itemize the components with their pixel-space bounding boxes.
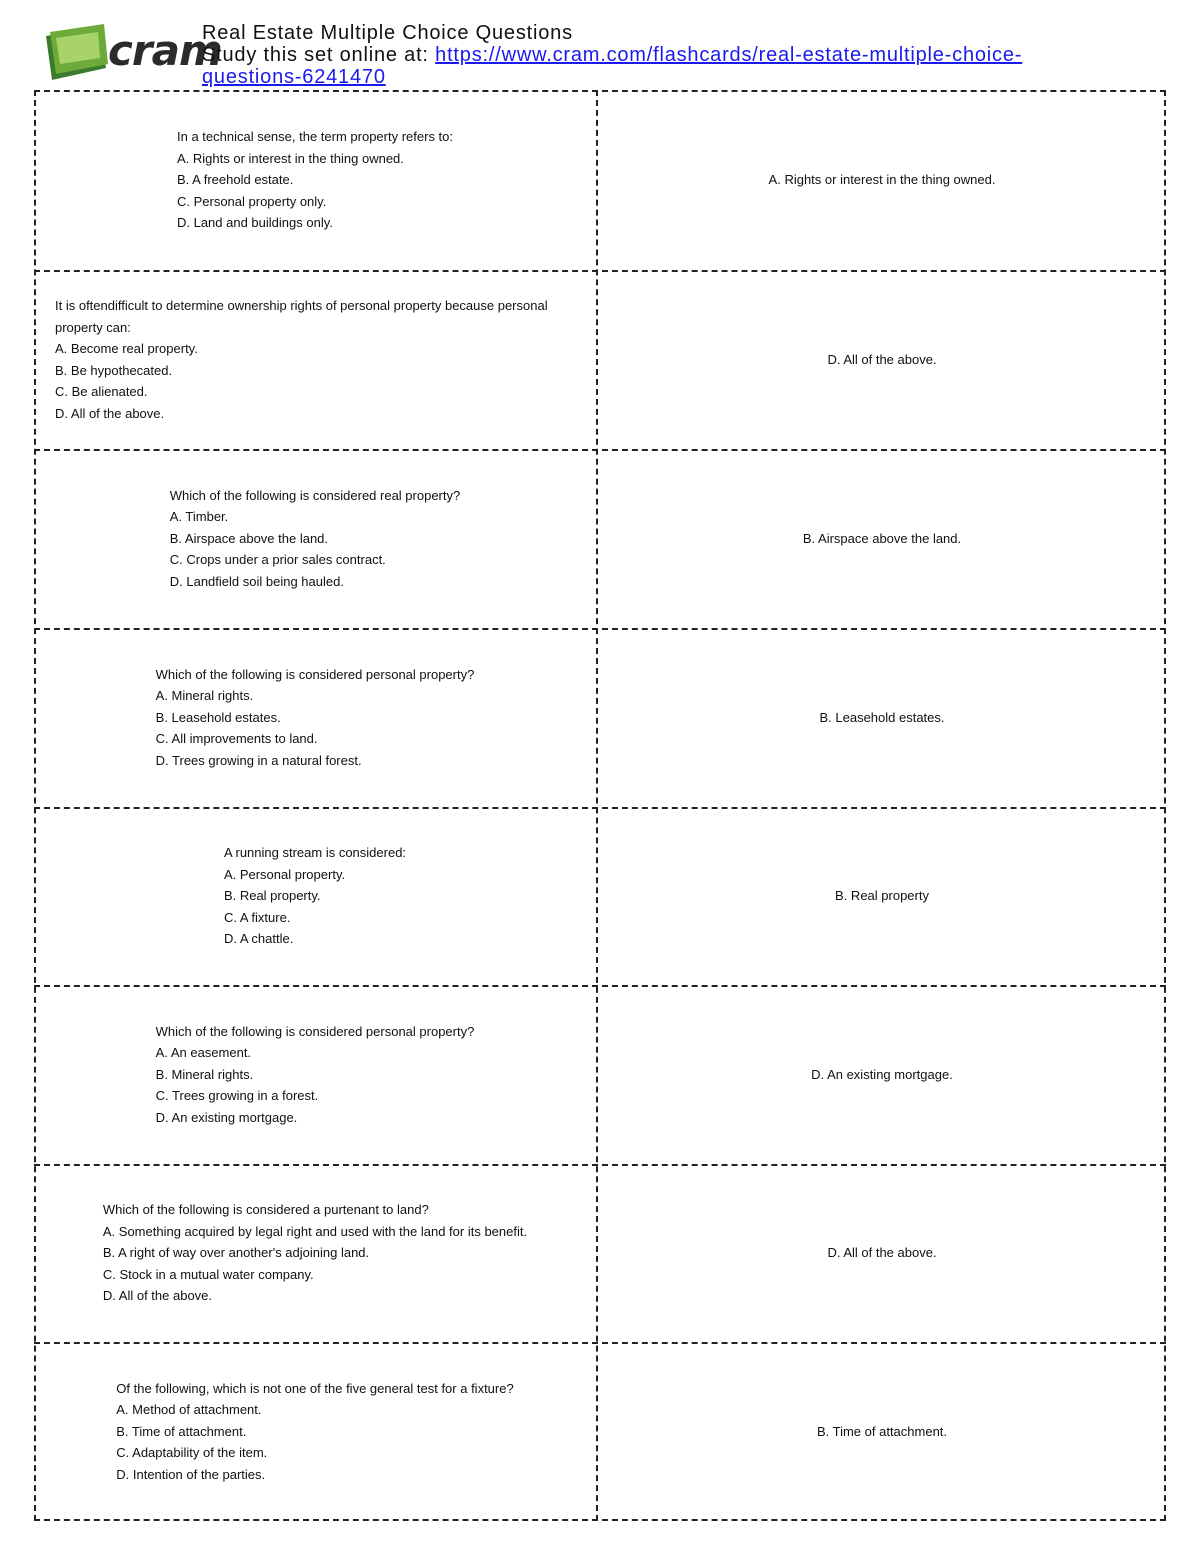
answer-text: B. Airspace above the land.	[802, 530, 962, 546]
question-text: Of the following, which is not one of the five general test for a fixture?	[116, 1380, 514, 1396]
option-a: A. Something acquired by legal right and used with the land for its benefit.	[102, 1223, 528, 1239]
answer-cell	[598, 807, 1166, 985]
question-block	[55, 295, 575, 424]
answer-text: D. An existing mortgage.	[811, 1066, 953, 1082]
answer-cell	[598, 270, 1166, 449]
option-b: B. Real property.	[223, 888, 321, 904]
question-cell	[34, 270, 596, 449]
option-d: D. Intention of the parties.	[116, 1466, 266, 1482]
option-d: D. Landfield soil being hauled.	[169, 573, 344, 589]
question-cell	[34, 1164, 596, 1342]
option-a: A. Rights or interest in the thing owned.	[176, 150, 404, 166]
option-c: C. A fixture.	[223, 909, 291, 925]
option-b: B. A right of way over another's adjoining land.	[102, 1245, 370, 1261]
option-c: C. Crops under a prior sales contract.	[169, 552, 386, 568]
question-text: Which of the following is considered personal property?	[155, 1023, 475, 1039]
question-cell	[34, 90, 596, 270]
option-c: C. All improvements to land.	[155, 731, 318, 747]
option-b: B. Airspace above the land.	[169, 530, 329, 546]
question-text: It is oftendifficult to determine ownership rights of personal property because personal property can:	[55, 298, 548, 335]
question-cell	[34, 449, 596, 628]
study-online-line	[202, 44, 1102, 88]
option-a: A. Become real property.	[55, 341, 198, 356]
option-d: D. All of the above.	[55, 405, 165, 421]
option-d: D. A chattle.	[223, 931, 294, 947]
question-text: Which of the following is considered personal property?	[155, 666, 475, 682]
answer-cell	[598, 449, 1166, 628]
option-d: D. Trees growing in a natural forest.	[155, 752, 362, 768]
page-title: Real Estate Multiple Choice Questions	[202, 22, 573, 44]
option-c: C. Adaptability of the item.	[116, 1445, 268, 1461]
question-cell	[34, 807, 596, 985]
study-prefix: Study this set online at:	[202, 44, 436, 66]
option-a: A. An easement.	[155, 1045, 252, 1061]
question-text: A running stream is considered:	[223, 845, 407, 861]
option-a: A. Method of attachment.	[116, 1402, 262, 1418]
question-block	[116, 1378, 513, 1486]
answer-text: B. Leasehold estates.	[819, 709, 945, 725]
option-c: C. Trees growing in a forest.	[155, 1088, 319, 1104]
flashcard-grid	[34, 90, 1166, 1521]
option-a: A. Timber.	[169, 509, 229, 525]
question-block	[103, 1199, 527, 1307]
study-set-link[interactable]: https://www.cram.com/flashcards/real-estate-multiple-choice-questions-6241470	[202, 44, 1023, 88]
option-b: B. A freehold estate.	[176, 172, 294, 188]
option-c: C. Be alienated.	[55, 384, 148, 399]
answer-cell	[598, 90, 1166, 270]
question-cell	[34, 628, 596, 807]
answer-text: B. Real property	[835, 888, 929, 904]
answer-text: D. All of the above.	[827, 1245, 937, 1261]
option-b: B. Leasehold estates.	[155, 709, 281, 725]
question-block	[156, 664, 475, 772]
question-cell	[34, 1342, 596, 1521]
option-b: B. Time of attachment.	[116, 1423, 247, 1439]
question-block	[224, 842, 406, 950]
question-cell	[34, 985, 596, 1164]
option-d: D. An existing mortgage.	[155, 1109, 298, 1125]
option-b: B. Be hypothecated.	[55, 362, 173, 378]
answer-text: B. Time of attachment.	[816, 1423, 948, 1439]
option-a: A. Mineral rights.	[155, 688, 254, 704]
question-text: Which of the following is considered real property?	[169, 487, 461, 503]
option-c: C. Personal property only.	[176, 193, 327, 209]
answer-cell	[598, 628, 1166, 807]
answer-cell	[598, 985, 1166, 1164]
option-b: B. Mineral rights.	[155, 1066, 254, 1082]
question-block	[156, 1021, 475, 1129]
answer-cell	[598, 1342, 1166, 1521]
answer-text: A. Rights or interest in the thing owned.	[768, 172, 996, 188]
option-c: C. Stock in a mutual water company.	[102, 1266, 314, 1282]
question-text: In a technical sense, the term property refers to:	[176, 129, 454, 145]
page-header	[0, 0, 1200, 90]
question-block	[177, 126, 453, 234]
option-d: D. All of the above.	[102, 1288, 213, 1304]
answer-text: D. All of the above.	[827, 351, 937, 367]
logo-wordmark: cram	[108, 26, 222, 75]
option-a: A. Personal property.	[223, 866, 346, 882]
option-d: D. Land and buildings only.	[176, 215, 333, 231]
question-block	[170, 485, 460, 593]
answer-cell	[598, 1164, 1166, 1342]
question-text: Which of the following is considered a purtenant to land?	[102, 1202, 429, 1218]
